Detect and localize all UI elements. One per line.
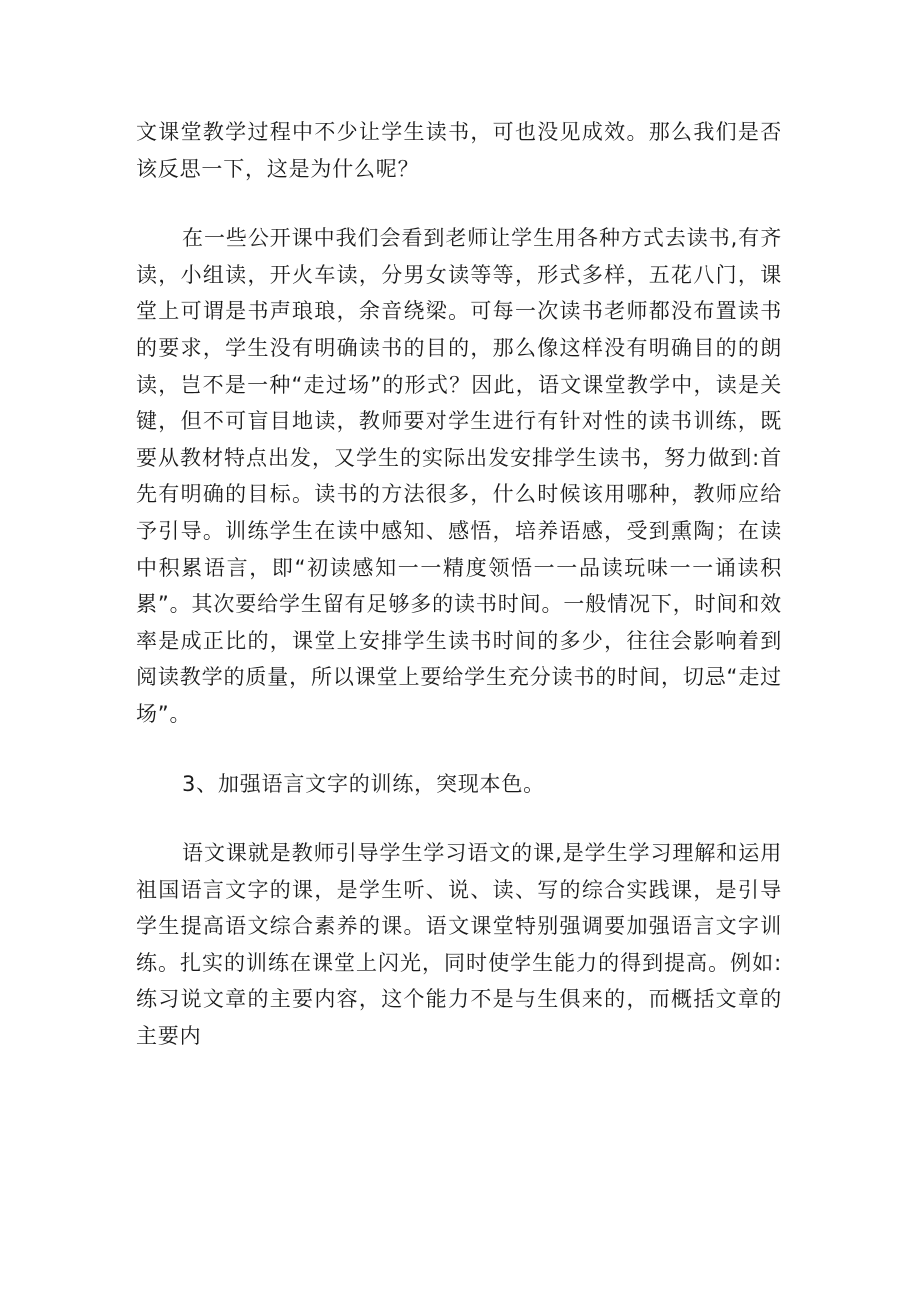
section-heading-3: 3、加强语言文字的训练，突现本色。 (182, 771, 545, 796)
paragraph-continuation: 文课堂教学过程中不少让学生读书，可也没见成效。那么我们是否该反思一下，这是为什么呢？ (136, 120, 782, 181)
document-body (136, 114, 782, 1055)
paragraph-reading-practice: 在一些公开课中我们会看到老师让学生用各种方式去读书,有齐读，小组读，开火车读，分男女读等等，形式多样，五花八门，课堂上可谓是书声琅琅，余音绕梁。可每一次读书老师都没布置读书的要求，学生没有明确读书的目的，那么像这样没有明确目的的朗读，岂不是一种“走过场”的形式？因此，语文课堂教学中，读是关键，但不可盲目地读，教师要对学生进行有针对性的读书训练，既要从教材特点出发，又学生的实际出发安排学生读书，努力做到:首先有明确的目标。读书的方法很多，什么时候该用哪种，教师应给予引导。训练学生在读中感知、感悟，培养语感，受到熏陶；在读中积累语言，即“初读感知一一精度领悟一一品读玩味一一诵读积累”。其次要给学生留有足够多的读书时间。一般情况下，时间和效率是成正比的，课堂上安排学生读书时间的多少，往往会影响着到阅读教学的质量，所以课堂上要给学生充分读书的时间，切忌“走过场”。 (136, 226, 782, 726)
paragraph-language-training: 语文课就是教师引导学生学习语文的课,是学生学习理解和运用祖国语言文字的课，是学生听、说、读、写的综合实践课，是引导学生提高语文综合素养的课。语文课堂特别强调要加强语言文字训练。扎实的训练在课堂上闪光，同时使学生能力的得到提高。例如:练习说文章的主要内容，这个能力不是与生俱来的，而概括文章的主要内 (136, 841, 782, 1049)
